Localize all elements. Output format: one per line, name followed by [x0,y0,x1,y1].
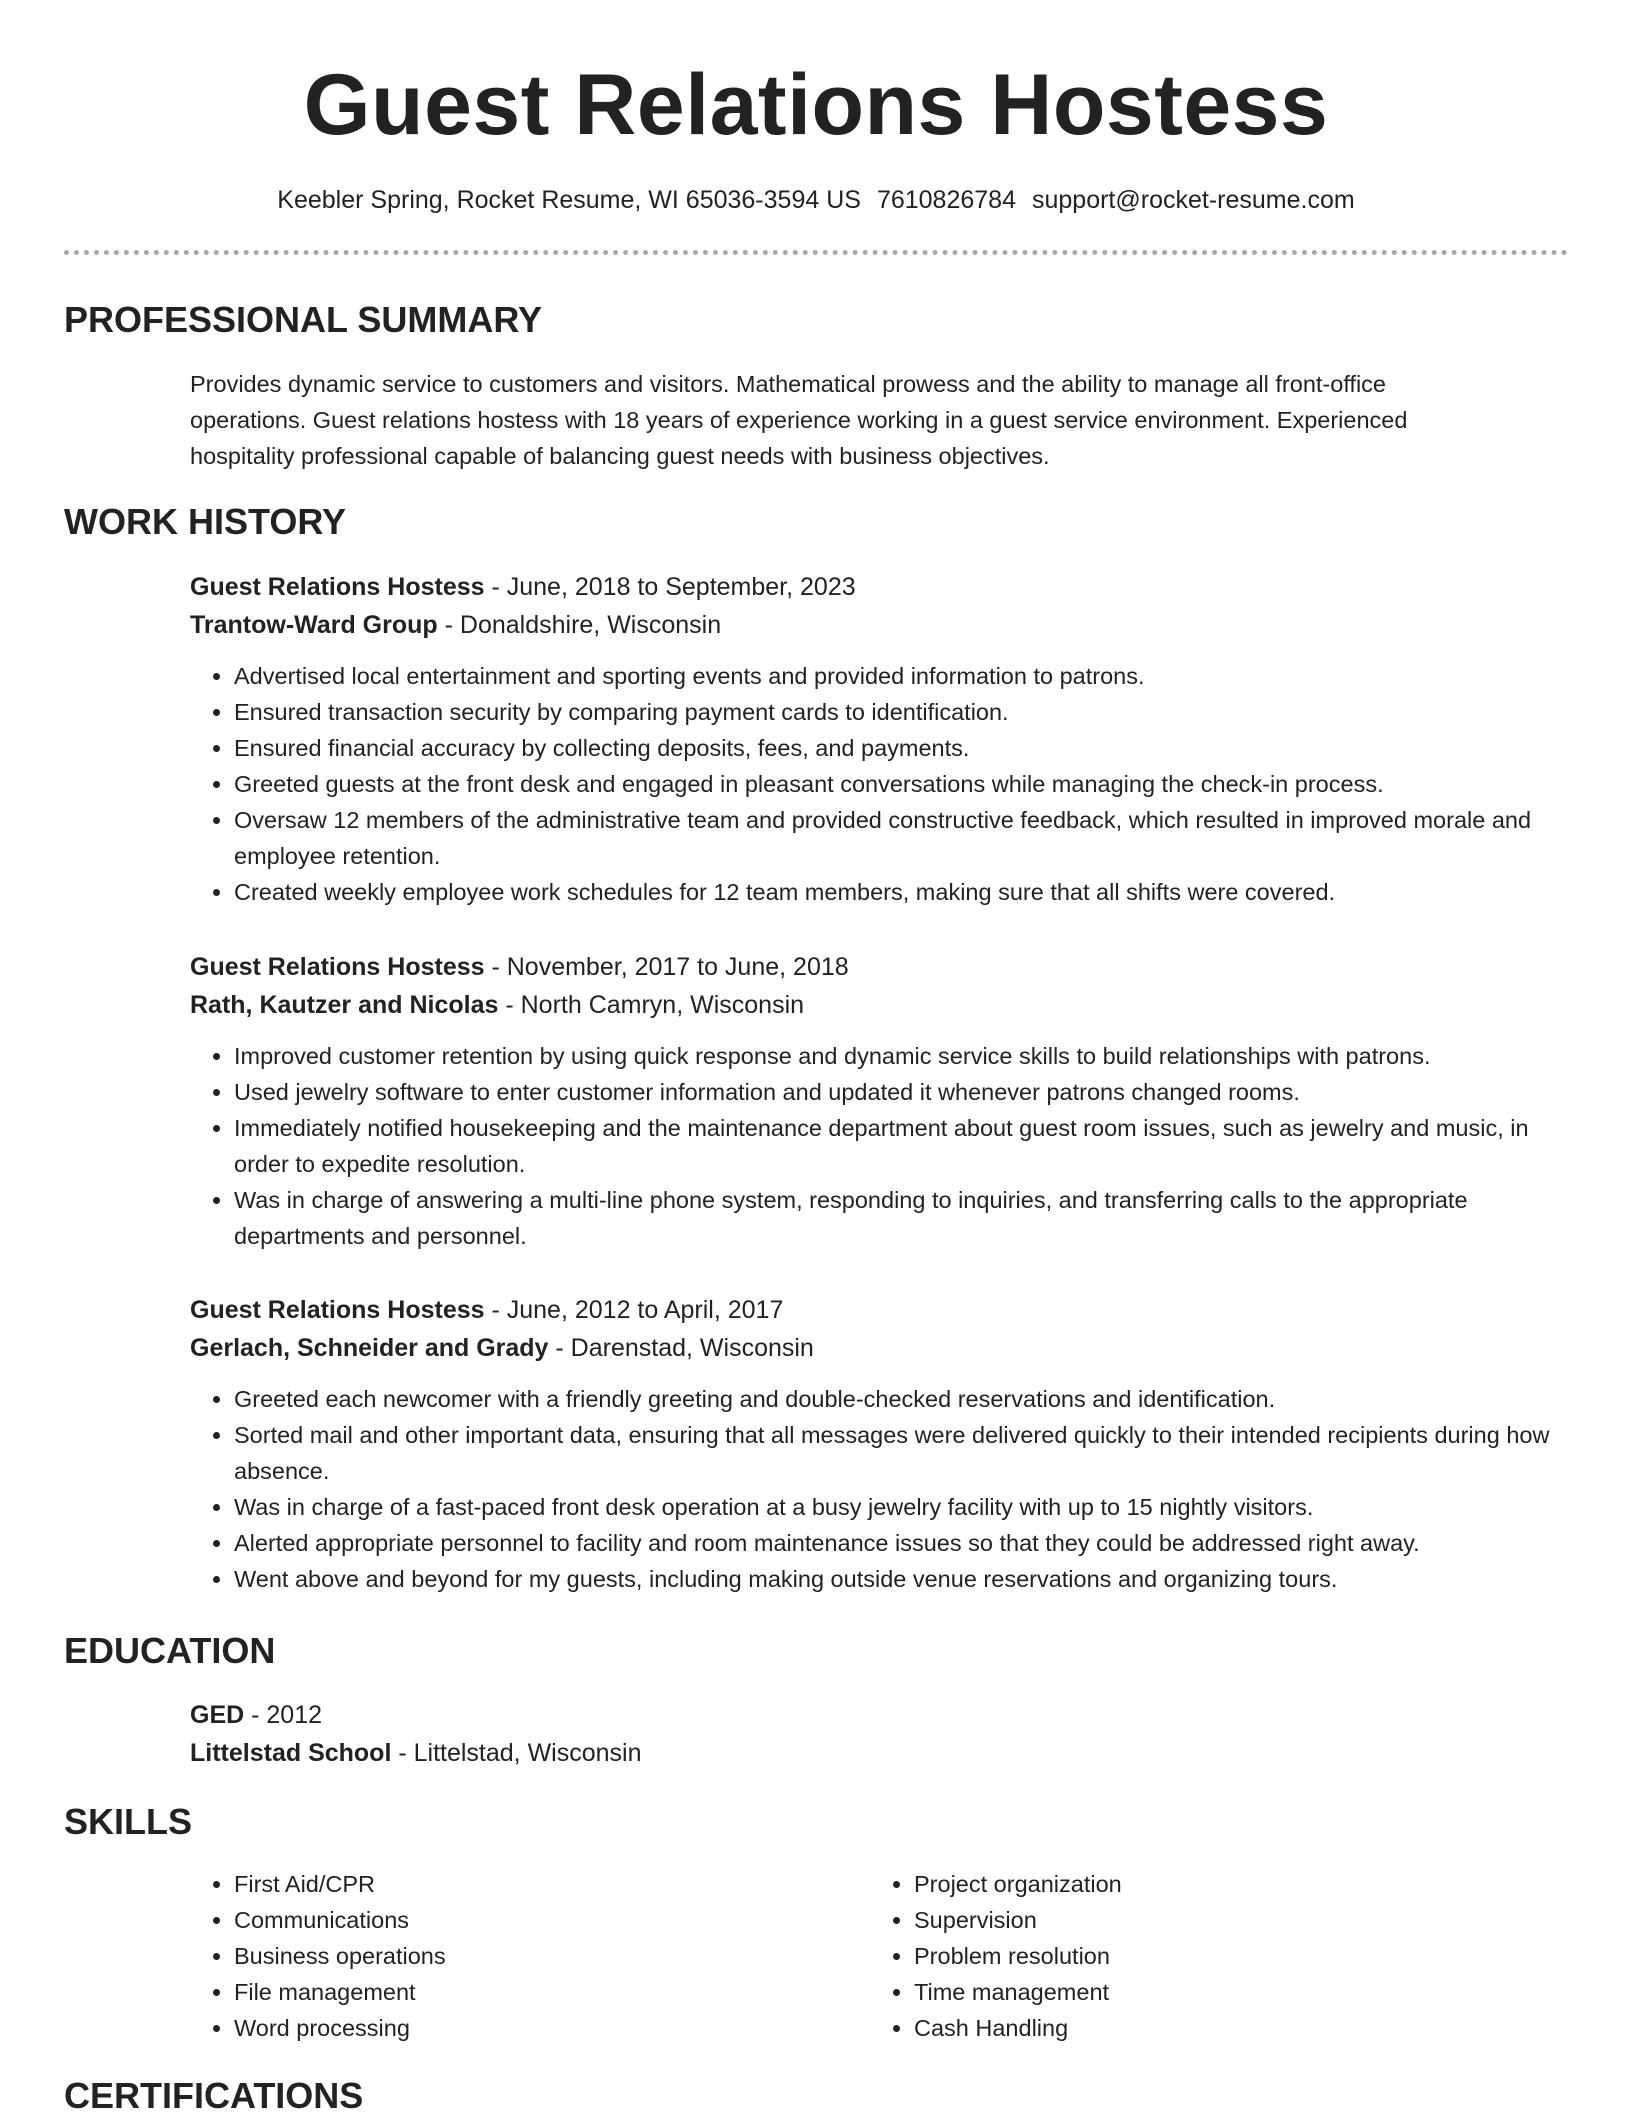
summary-text: Provides dynamic service to customers and visitors. Mathematical prowess and the ability to manage all front-office operations. Guest relations hostess with 18 years of experience working in a guest service environment. Experienced hospitality professional capable of balancing guest needs with business objectives. [190,371,1408,469]
job-dates: - June, 2012 to April, 2017 [484,1296,784,1324]
section-title-skills: SKILLS [64,1801,193,1842]
education-degree-line [190,1696,1570,1734]
job-dates: - November, 2017 to June, 2018 [484,953,849,981]
job-company-line [190,1329,1570,1367]
job-entry [190,568,1570,910]
contact-phone: 7610826784 [876,186,1016,214]
job-bullet: • Was in charge of a fast-paced front desk operation at a busy jewelry facility with up to 15 nightly visitors. [234,1489,1570,1525]
job-role: Guest Relations Hostess [190,573,485,601]
header-divider [64,250,1568,255]
section-title-work: WORK HISTORY [64,501,347,542]
skill-item: • Word processing [234,2010,446,2046]
education-degree: GED [190,1701,245,1729]
job-bullet: • Was in charge of answering a multi-line phone system, responding to inquiries, and transferring calls to the appropriate departments and personnel. [234,1182,1570,1254]
contact-line [0,183,1632,217]
job-role: Guest Relations Hostess [190,953,485,981]
job-bullet: • Advertised local entertainment and sporting events and provided information to patrons. [234,658,1570,694]
section-title-summary: PROFESSIONAL SUMMARY [64,299,543,340]
contact-address: Keebler Spring, Rocket Resume, WI 65036-3594 US [277,186,861,214]
job-bullet: • Alerted appropriate personnel to facility and room maintenance issues so that they could be addressed right away. [234,1525,1570,1561]
skill-item: • Cash Handling [914,2010,1122,2046]
contact-email: support@rocket-resume.com [1031,186,1355,214]
skills-column-right [870,1866,1122,2046]
job-bullets [190,658,1570,910]
job-bullet: • Ensured financial accuracy by collecting deposits, fees, and payments. [234,730,1570,766]
job-bullet: • Went above and beyond for my guests, including making outside venue reservations and organizing tours. [234,1561,1570,1597]
job-company: Gerlach, Schneider and Grady [190,1334,549,1362]
job-company: Trantow-Ward Group [190,611,438,639]
section-title-education: EDUCATION [64,1630,276,1671]
job-dates: - June, 2018 to September, 2023 [484,573,856,601]
job-location: - Donaldshire, Wisconsin [437,611,722,639]
skill-item: • Problem resolution [914,1938,1122,1974]
resume-name: Guest Relations Hostess [303,57,1329,153]
skill-item: • File management [234,1974,446,2010]
skills-column-left [190,1866,446,2046]
job-bullet: • Oversaw 12 members of the administrative team and provided constructive feedback, which resulted in improved morale and employee retention. [234,802,1570,874]
job-title-line [190,568,1570,606]
job-location: - Darenstad, Wisconsin [548,1334,814,1362]
job-company: Rath, Kautzer and Nicolas [190,991,499,1019]
job-bullet: • Greeted guests at the front desk and engaged in pleasant conversations while managing the check-in process. [234,766,1570,802]
job-bullet: • Improved customer retention by using quick response and dynamic service skills to build relationships with patrons. [234,1038,1570,1074]
skill-item: • Project organization [914,1866,1122,1902]
job-bullets [190,1038,1570,1254]
skill-item: • First Aid/CPR [234,1866,446,1902]
education-location: - Littelstad, Wisconsin [391,1739,642,1767]
skill-item: • Supervision [914,1902,1122,1938]
job-location: - North Camryn, Wisconsin [498,991,805,1019]
job-company-line [190,606,1570,644]
job-bullet: • Greeted each newcomer with a friendly greeting and double-checked reservations and identification. [234,1381,1570,1417]
job-title-line [190,948,1570,986]
section-title-certifications: CERTIFICATIONS [64,2075,364,2116]
job-bullet: • Immediately notified housekeeping and the maintenance department about guest room issues, such as jewelry and music, in order to expedite resolution. [234,1110,1570,1182]
job-bullet: • Used jewelry software to enter customer information and updated it whenever patrons changed rooms. [234,1074,1570,1110]
job-company-line [190,986,1570,1024]
education-year: - 2012 [244,1701,323,1729]
job-title-line [190,1291,1570,1329]
job-bullet: • Created weekly employee work schedules for 12 team members, making sure that all shifts were covered. [234,874,1570,910]
job-bullets [190,1381,1570,1597]
skill-item: • Communications [234,1902,446,1938]
skill-item: • Time management [914,1974,1122,2010]
skill-item: • Business operations [234,1938,446,1974]
job-bullet: • Ensured transaction security by comparing payment cards to identification. [234,694,1570,730]
education-school: Littelstad School [190,1739,392,1767]
education-school-line [190,1734,1570,1772]
job-bullet: • Sorted mail and other important data, ensuring that all messages were delivered quickly to their intended recipients during how absence. [234,1417,1570,1489]
education-entry [190,1696,1570,1772]
job-role: Guest Relations Hostess [190,1296,485,1324]
job-entry [190,1291,1570,1597]
job-entry [190,948,1570,1254]
